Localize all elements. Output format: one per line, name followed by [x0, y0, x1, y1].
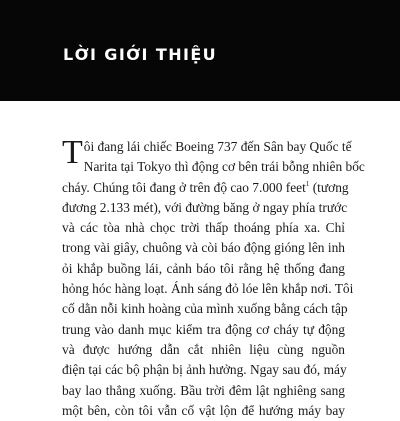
chapter-header-band [0, 0, 400, 101]
text-line: ỏi khắp buồng lái, cảnh báo tôi rằng hệ thống đang [62, 260, 345, 276]
text-line: ôi đang lái chiếc Boeing 737 đến Sân bay Quốc tế [83, 139, 352, 154]
text-line: trung vào danh mục kiểm tra động cơ cháy tự động [62, 321, 345, 337]
text-line: trong vài giây, chuông và còi báo động gióng lên inh [62, 240, 345, 256]
body-paragraph [62, 134, 365, 421]
text-line-content: (tương [309, 179, 349, 195]
text-line-content: Narita tại Tokyo thì động cơ bên trái bỗng nhiên bốc [83, 159, 365, 175]
text-line: cố dằn nỗi kinh hoàng của mình xuống bằng cách tập [62, 301, 348, 317]
drop-cap-letter: T [62, 134, 83, 171]
text-line-content: cháy. Chúng tôi đang ở trên độ cao 7.000 feet [62, 179, 306, 195]
text-line: đương 2.133 mét), với đường băng ở ngay phía trước [62, 199, 348, 215]
text-line: bay lao thẳng xuống. Bầu trời đêm lật nghiêng sang [62, 382, 345, 398]
text-line: một bên, còn tôi vẫn cố vật lộn để hướng máy bay [62, 402, 345, 418]
text-line: và được hướng dẫn cắt nhiên liệu cùng nguồn [62, 341, 345, 357]
text-line: hỏng hóc hàng loạt. Ánh sáng đỏ lóe lên khắp nơi. Tôi [62, 281, 354, 297]
text-line [62, 157, 365, 177]
footnote-marker[interactable]: 1 [305, 179, 310, 188]
chapter-title: LỜI GIỚI THIỆU [63, 45, 218, 64]
text-line: và các tòa nhà chọc trời thấp thoáng phía xa. Chỉ [62, 220, 345, 236]
text-line [62, 178, 349, 198]
text-line: điện tại các bộ phận bị ảnh hưởng. Ngay sau đó, máy [62, 362, 347, 378]
